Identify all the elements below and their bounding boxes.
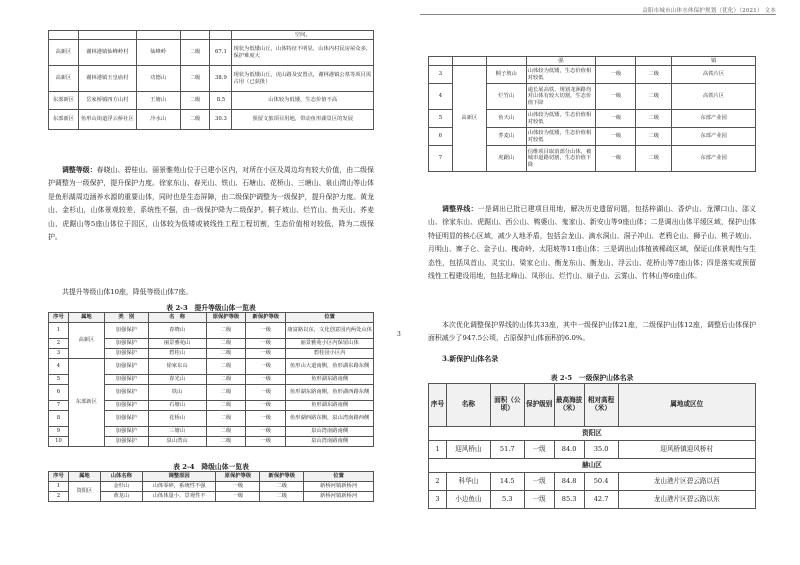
- table-cell: 一级: [596, 66, 636, 84]
- table-cell: 加强保护: [104, 437, 148, 447]
- table-cell: 冷水山: [136, 110, 180, 130]
- table-cell: 8: [49, 411, 69, 427]
- table-cell: 二级: [206, 437, 246, 447]
- table-cell: 一级: [216, 482, 260, 492]
- table-cell: 科华山: [446, 473, 490, 491]
- table-cell: 加强保护: [104, 427, 148, 437]
- table-cell: 鱼形山大道南侧，鱼形湖东路东侧: [286, 359, 374, 375]
- table-cell: 谢林港镇仙峰岭村: [78, 40, 136, 66]
- table-cell: 泉山湾南路南侧: [286, 427, 374, 437]
- table-cell: 1: [49, 323, 69, 339]
- table-cell: 原保护等级: [216, 472, 260, 482]
- table-cell: 康富路以东，文化创意园内两处山体: [286, 323, 374, 339]
- table-cell: 二级: [206, 339, 246, 349]
- table-cell: 谢林港镇玉皇庙村: [78, 66, 136, 92]
- table-cell: 镇: [672, 57, 756, 66]
- table-row: [49, 31, 374, 40]
- table-cell: 二级: [260, 492, 304, 502]
- table-cell: 名 称: [148, 313, 206, 323]
- table-cell: 二级: [636, 110, 672, 128]
- table-cell: 51.7: [490, 441, 524, 459]
- table-2-5-caption: 表 2-5 一级保护山体名录: [550, 374, 634, 382]
- table-cell: 一级: [524, 491, 554, 509]
- table-row: [429, 491, 756, 509]
- table-cell: 预留文旅项目用地，带动鱼形湖景区的发展: [232, 110, 374, 130]
- table-cell: 高新区: [68, 323, 104, 359]
- section-3-heading: 3.新保护山体名录: [442, 354, 499, 363]
- page-number: 3: [397, 331, 401, 338]
- table-cell: 一级: [246, 385, 286, 401]
- table-cell: 荞麦山: [486, 128, 526, 146]
- table-cell: 67.1: [210, 40, 232, 66]
- table-cell: 一级: [596, 128, 636, 146]
- table-cell: 桐子坡山: [486, 66, 526, 84]
- adjust-boundary-paragraph: 调整界线：一是调出已批已建项目用地，解决历史遗留问题，包括梓湖山、香炉山、龙潭口山、邵义山、徐家东山、虎踞山、西公山、鸭婆山、鬼家山、新安山等9座山体；二是调出山体平缓区域，保护山体特征明显的核心区域，减少人地矛盾，包括会龙山、滴水洞山、洞子冲山、老鸦仑山、狮子山、桃子坡山、月明山、寨子仑、金子山、槐奇岭、太阳坡等11座山体；三是调出山体植被稀疏区域，保证山体景观性与生态性，包括凤首山、灵宝山、梁家仑山、衡龙东山、衡龙山、浮云山、花桥山等7座山体；四是落实或预留线性工程建设用地，包括北峰山、凤形山、烂竹山、扇子山、云雾山、竹林山等6座山体。: [428, 205, 757, 281]
- table-cell: 二级: [206, 401, 246, 411]
- table-cell: [636, 57, 672, 66]
- table-cell: [180, 31, 210, 40]
- table-cell: 面积（公顷）: [490, 384, 524, 427]
- table-cell: 二级: [206, 359, 246, 375]
- table-cell: [210, 31, 232, 40]
- table-cell: 迎风桥山: [446, 441, 490, 459]
- table-cell: 一级: [246, 339, 286, 349]
- table-cell: 二级: [180, 40, 210, 66]
- adjust-level-paragraph: 调整等级：春晓山、碧桂山、丽景雅苑山位于已建小区内，对所在小区及周边均有较大价值，由二级保护调整为一级保护，提升保护力度。徐家东山、春光山、铁山、石塘山、花桥山、三塘山、泉山湾山等山体是鱼形湖周边涵养水源的重要山体，同时也是生态屏障，由二级保护调整为一级保护，提升保护力度。黄龙山、金杉山，山体景观较差，系统性不强，由一级保护降为二级保护。桐子坡山、烂竹山、鱼天山、荞麦山、虎踞山等5座山体位于园区，山体较为低矮或被线性工程工程切割，生态价值相对较低，降为二级保护。: [48, 166, 374, 242]
- table-cell: 属地: [68, 313, 104, 323]
- table-cell: 山体体量小，景观性不: [142, 492, 216, 502]
- table-cell: 二级: [180, 92, 210, 110]
- table-cell: 加强保护: [104, 349, 148, 359]
- table-cell: 二级: [180, 66, 210, 92]
- table-cell: 新保护等级: [246, 313, 286, 323]
- table-cell: 三塘山: [148, 427, 206, 437]
- table-cell: 一级: [246, 375, 286, 385]
- table-cell: 30.3: [210, 110, 232, 130]
- table-cell: 50.4: [584, 473, 618, 491]
- table-cell: 山体较为低矮，生态价值相对较低: [526, 66, 596, 84]
- table-cell: 84.0: [554, 441, 584, 459]
- table-cell: 二级: [206, 411, 246, 427]
- table-cell: 泉山湾山: [148, 437, 206, 447]
- table-cell: 一级: [524, 441, 554, 459]
- table-cell: 2: [49, 339, 69, 349]
- table-cell: 85.3: [554, 491, 584, 509]
- table-cell: 山体较为低矮，生态价值相对较低: [526, 110, 596, 128]
- header-rule: [420, 14, 776, 15]
- table-cell: 序号: [49, 313, 69, 323]
- table-cell: 加强保护: [104, 401, 148, 411]
- table-cell: 类 别: [104, 313, 148, 323]
- table-cell: 碧桂园小区内: [286, 349, 374, 359]
- table-cell: 金杉山: [100, 482, 142, 492]
- table-cell: 二级: [206, 375, 246, 385]
- table-cell: [429, 57, 453, 66]
- table-cell: 4: [429, 84, 453, 110]
- table-cell: 鱼天山: [486, 110, 526, 128]
- table-row: [429, 473, 756, 491]
- table-2-4-caption: 表 2-4 降级山体一览表: [173, 463, 249, 471]
- table-cell: 现状为低矮山丘，虎山路及安置点，谢林港镇公墓等项目需占用（已获批）: [232, 66, 374, 92]
- table-cell: 一级: [246, 427, 286, 437]
- table-cell: 东部产业园: [672, 110, 756, 128]
- table-cell: 一级: [246, 437, 286, 447]
- table-cell: 花桥山: [148, 411, 206, 427]
- table-cell: 迎风桥镇迎风桥村: [618, 441, 755, 459]
- table-cell: 35.0: [584, 441, 618, 459]
- table-cell: 现状为低矮山丘，山体特征不明显，山体内村民房屋众多，保护难度大: [232, 40, 374, 66]
- table-cell: [452, 57, 486, 66]
- table-row: [429, 384, 756, 427]
- table-cell: 二级: [180, 110, 210, 130]
- boundary-summary-paragraph: 本次优化调整保护界线的山体共33座，其中一级保护山体21座，二级保护山体12座，调整后山体保护面积减少了947.5公顷，占原保护山体面积的6.0%。: [428, 321, 756, 343]
- table-cell: 3: [429, 66, 453, 84]
- table-cell: 8.5: [210, 92, 232, 110]
- group-header-heshan: 赫山区: [429, 459, 756, 473]
- left-top-table: [48, 30, 374, 130]
- table-cell: 山体名称: [100, 472, 142, 482]
- table-cell: 一级: [596, 84, 636, 110]
- table-cell: 鱼形湖东路南侧: [286, 401, 374, 411]
- table-cell: 强: [526, 57, 596, 66]
- table-row: [49, 313, 374, 323]
- table-cell: 二级: [260, 482, 304, 492]
- table-cell: 9: [49, 427, 69, 437]
- summary-paragraph: 共提升等级山体10座，降低等级山体7座。: [62, 288, 193, 296]
- table-cell: 加强保护: [104, 385, 148, 401]
- table-cell: 铁山: [148, 385, 206, 401]
- table-cell: 虎踞山: [486, 146, 526, 172]
- table-cell: 山体较为低矮，生态价值相对较低: [526, 128, 596, 146]
- table-cell: 丽景雅苑山: [148, 339, 206, 349]
- table-cell: 东部新区: [49, 92, 79, 110]
- table-cell: 岳家桥镇四方山村: [78, 92, 136, 110]
- table-row: [49, 323, 374, 339]
- table-cell: 鱼形山街道浮云桥社区: [78, 110, 136, 130]
- table-cell: 山体零碎，系统性不强: [142, 482, 216, 492]
- table-cell: 5: [429, 110, 453, 128]
- table-row: [429, 441, 756, 459]
- table-cell: 位置: [286, 313, 374, 323]
- table-cell: [596, 57, 636, 66]
- table-row: [429, 427, 756, 441]
- table-cell: 徐家东山: [148, 359, 206, 375]
- table-cell: 二级: [636, 84, 672, 110]
- table-row: [49, 110, 374, 130]
- table-cell: 新保护等级: [260, 472, 304, 482]
- table-row: [49, 482, 374, 492]
- table-cell: [78, 31, 136, 40]
- table-cell: 加强保护: [104, 323, 148, 339]
- table-cell: 加强保护: [104, 375, 148, 385]
- table-cell: 7: [429, 146, 453, 172]
- table-cell: 6: [49, 385, 69, 401]
- table-cell: 1: [429, 441, 447, 459]
- table-cell: 2: [49, 492, 69, 502]
- table-row: [49, 66, 374, 92]
- running-header: 益阳市城市山体水体保护规划（优化）（2021） 文本: [642, 8, 776, 14]
- table-cell: 空间。: [232, 31, 374, 40]
- table-cell: 保护级别: [524, 384, 554, 427]
- table-cell: 调整原因: [142, 472, 216, 482]
- table-cell: 加强保护: [104, 359, 148, 375]
- table-cell: 烂竹山: [486, 84, 526, 110]
- table-cell: 东部产业园: [672, 128, 756, 146]
- table-cell: [136, 31, 180, 40]
- table-cell: 鱼形湖西路东侧，泉山湾南路西侧: [286, 411, 374, 427]
- table-cell: 一级: [216, 492, 260, 502]
- table-cell: 2: [429, 473, 447, 491]
- table-cell: 一级: [524, 473, 554, 491]
- table-cell: 鱼形湖东路南侧，鱼形湖西路东侧: [286, 385, 374, 401]
- table-cell: 1: [49, 482, 69, 492]
- table-cell: 泉山湾南路南侧: [286, 437, 374, 447]
- table-cell: [486, 57, 526, 66]
- table-row: [429, 459, 756, 473]
- table-cell: 信维项目取消部分山体，被城市道路切割，生态价值下降: [526, 146, 596, 172]
- table-row: [49, 359, 374, 375]
- table-cell: 春晓山: [148, 323, 206, 339]
- table-cell: 一级: [596, 146, 636, 172]
- table-cell: 一级: [596, 110, 636, 128]
- table-cell: 王塘山: [136, 92, 180, 110]
- table-cell: 序号: [49, 472, 69, 482]
- table-cell: 3: [49, 349, 69, 359]
- table-cell: 山体较为低矮，生态价值不高: [232, 92, 374, 110]
- table-2-3-caption: 表 2-3 提升等级山体一览表: [166, 304, 256, 312]
- table-cell: 龙山港片区碧云路以东: [618, 491, 755, 509]
- table-cell: 春光山: [148, 375, 206, 385]
- table-cell: 6: [429, 128, 453, 146]
- table-cell: 属地: [68, 472, 100, 482]
- table-cell: 丽景雅苑小区内保留山体: [286, 339, 374, 349]
- table-2-3: [48, 312, 374, 447]
- table-cell: 新桥河镇新桥河: [304, 482, 374, 492]
- table-cell: 二级: [206, 385, 246, 401]
- table-row: [429, 57, 756, 66]
- table-cell: [49, 31, 79, 40]
- table-cell: 逾长展高铁、规划龙洲路均对山体有较大切割，生态价值下降: [526, 84, 596, 110]
- table-cell: 42.7: [584, 491, 618, 509]
- table-cell: 黄龙山: [100, 492, 142, 502]
- table-row: [49, 472, 374, 482]
- table-cell: 二级: [636, 66, 672, 84]
- table-cell: 4: [49, 359, 69, 375]
- table-cell: 高新区: [452, 66, 486, 172]
- table-cell: 10: [49, 437, 69, 447]
- table-cell: 原保护等级: [206, 313, 246, 323]
- table-cell: 小边鱼山: [446, 491, 490, 509]
- right-top-table: [428, 56, 756, 172]
- table-cell: 高铁片区: [672, 84, 756, 110]
- table-cell: 高新区: [49, 40, 79, 66]
- table-2-4: [48, 471, 374, 502]
- table-cell: 最高海拔（米）: [554, 384, 584, 427]
- table-cell: 二级: [636, 128, 672, 146]
- table-row: [429, 66, 756, 84]
- table-cell: 一级: [246, 349, 286, 359]
- table-cell: 序号: [429, 384, 447, 427]
- table-cell: 名称: [446, 384, 490, 427]
- table-cell: 龙山港片区碧云路以西: [618, 473, 755, 491]
- table-row: [49, 40, 374, 66]
- table-cell: 一级: [246, 359, 286, 375]
- table-cell: 资阳区: [68, 482, 100, 502]
- table-cell: 东部产业园: [672, 146, 756, 172]
- table-cell: 功德山: [136, 66, 180, 92]
- table-cell: 高新区: [49, 66, 79, 92]
- table-row: [49, 92, 374, 110]
- table-cell: 5: [49, 375, 69, 385]
- table-cell: 一级: [246, 323, 286, 339]
- table-cell: 14.5: [490, 473, 524, 491]
- table-cell: 东部新区: [49, 110, 79, 130]
- table-cell: 二级: [206, 323, 246, 339]
- table-cell: 石塘山: [148, 401, 206, 411]
- table-cell: 二级: [636, 146, 672, 172]
- table-cell: 碧桂山: [148, 349, 206, 359]
- table-cell: 84.8: [554, 473, 584, 491]
- table-cell: 属地或区位: [618, 384, 755, 427]
- table-cell: 38.9: [210, 66, 232, 92]
- table-cell: 二级: [206, 427, 246, 437]
- table-cell: 高铁片区: [672, 66, 756, 84]
- table-cell: 加强保护: [104, 411, 148, 427]
- table-cell: 5.3: [490, 491, 524, 509]
- table-cell: 东部新区: [68, 359, 104, 447]
- table-cell: 7: [49, 401, 69, 411]
- table-cell: 相对高程（米）: [584, 384, 618, 427]
- table-cell: 一级: [246, 401, 286, 411]
- table-cell: 鱼形湖东路南侧: [286, 375, 374, 385]
- table-cell: 仙峰岭: [136, 40, 180, 66]
- table-cell: 一级: [246, 411, 286, 427]
- table-cell: 3: [429, 491, 447, 509]
- table-cell: 二级: [206, 349, 246, 359]
- table-cell: 位置: [304, 472, 374, 482]
- table-2-5: [428, 383, 756, 509]
- table-cell: 新桥河镇新桥河: [304, 492, 374, 502]
- group-header-ziyang: 资阳区: [429, 427, 756, 441]
- table-cell: 加强保护: [104, 339, 148, 349]
